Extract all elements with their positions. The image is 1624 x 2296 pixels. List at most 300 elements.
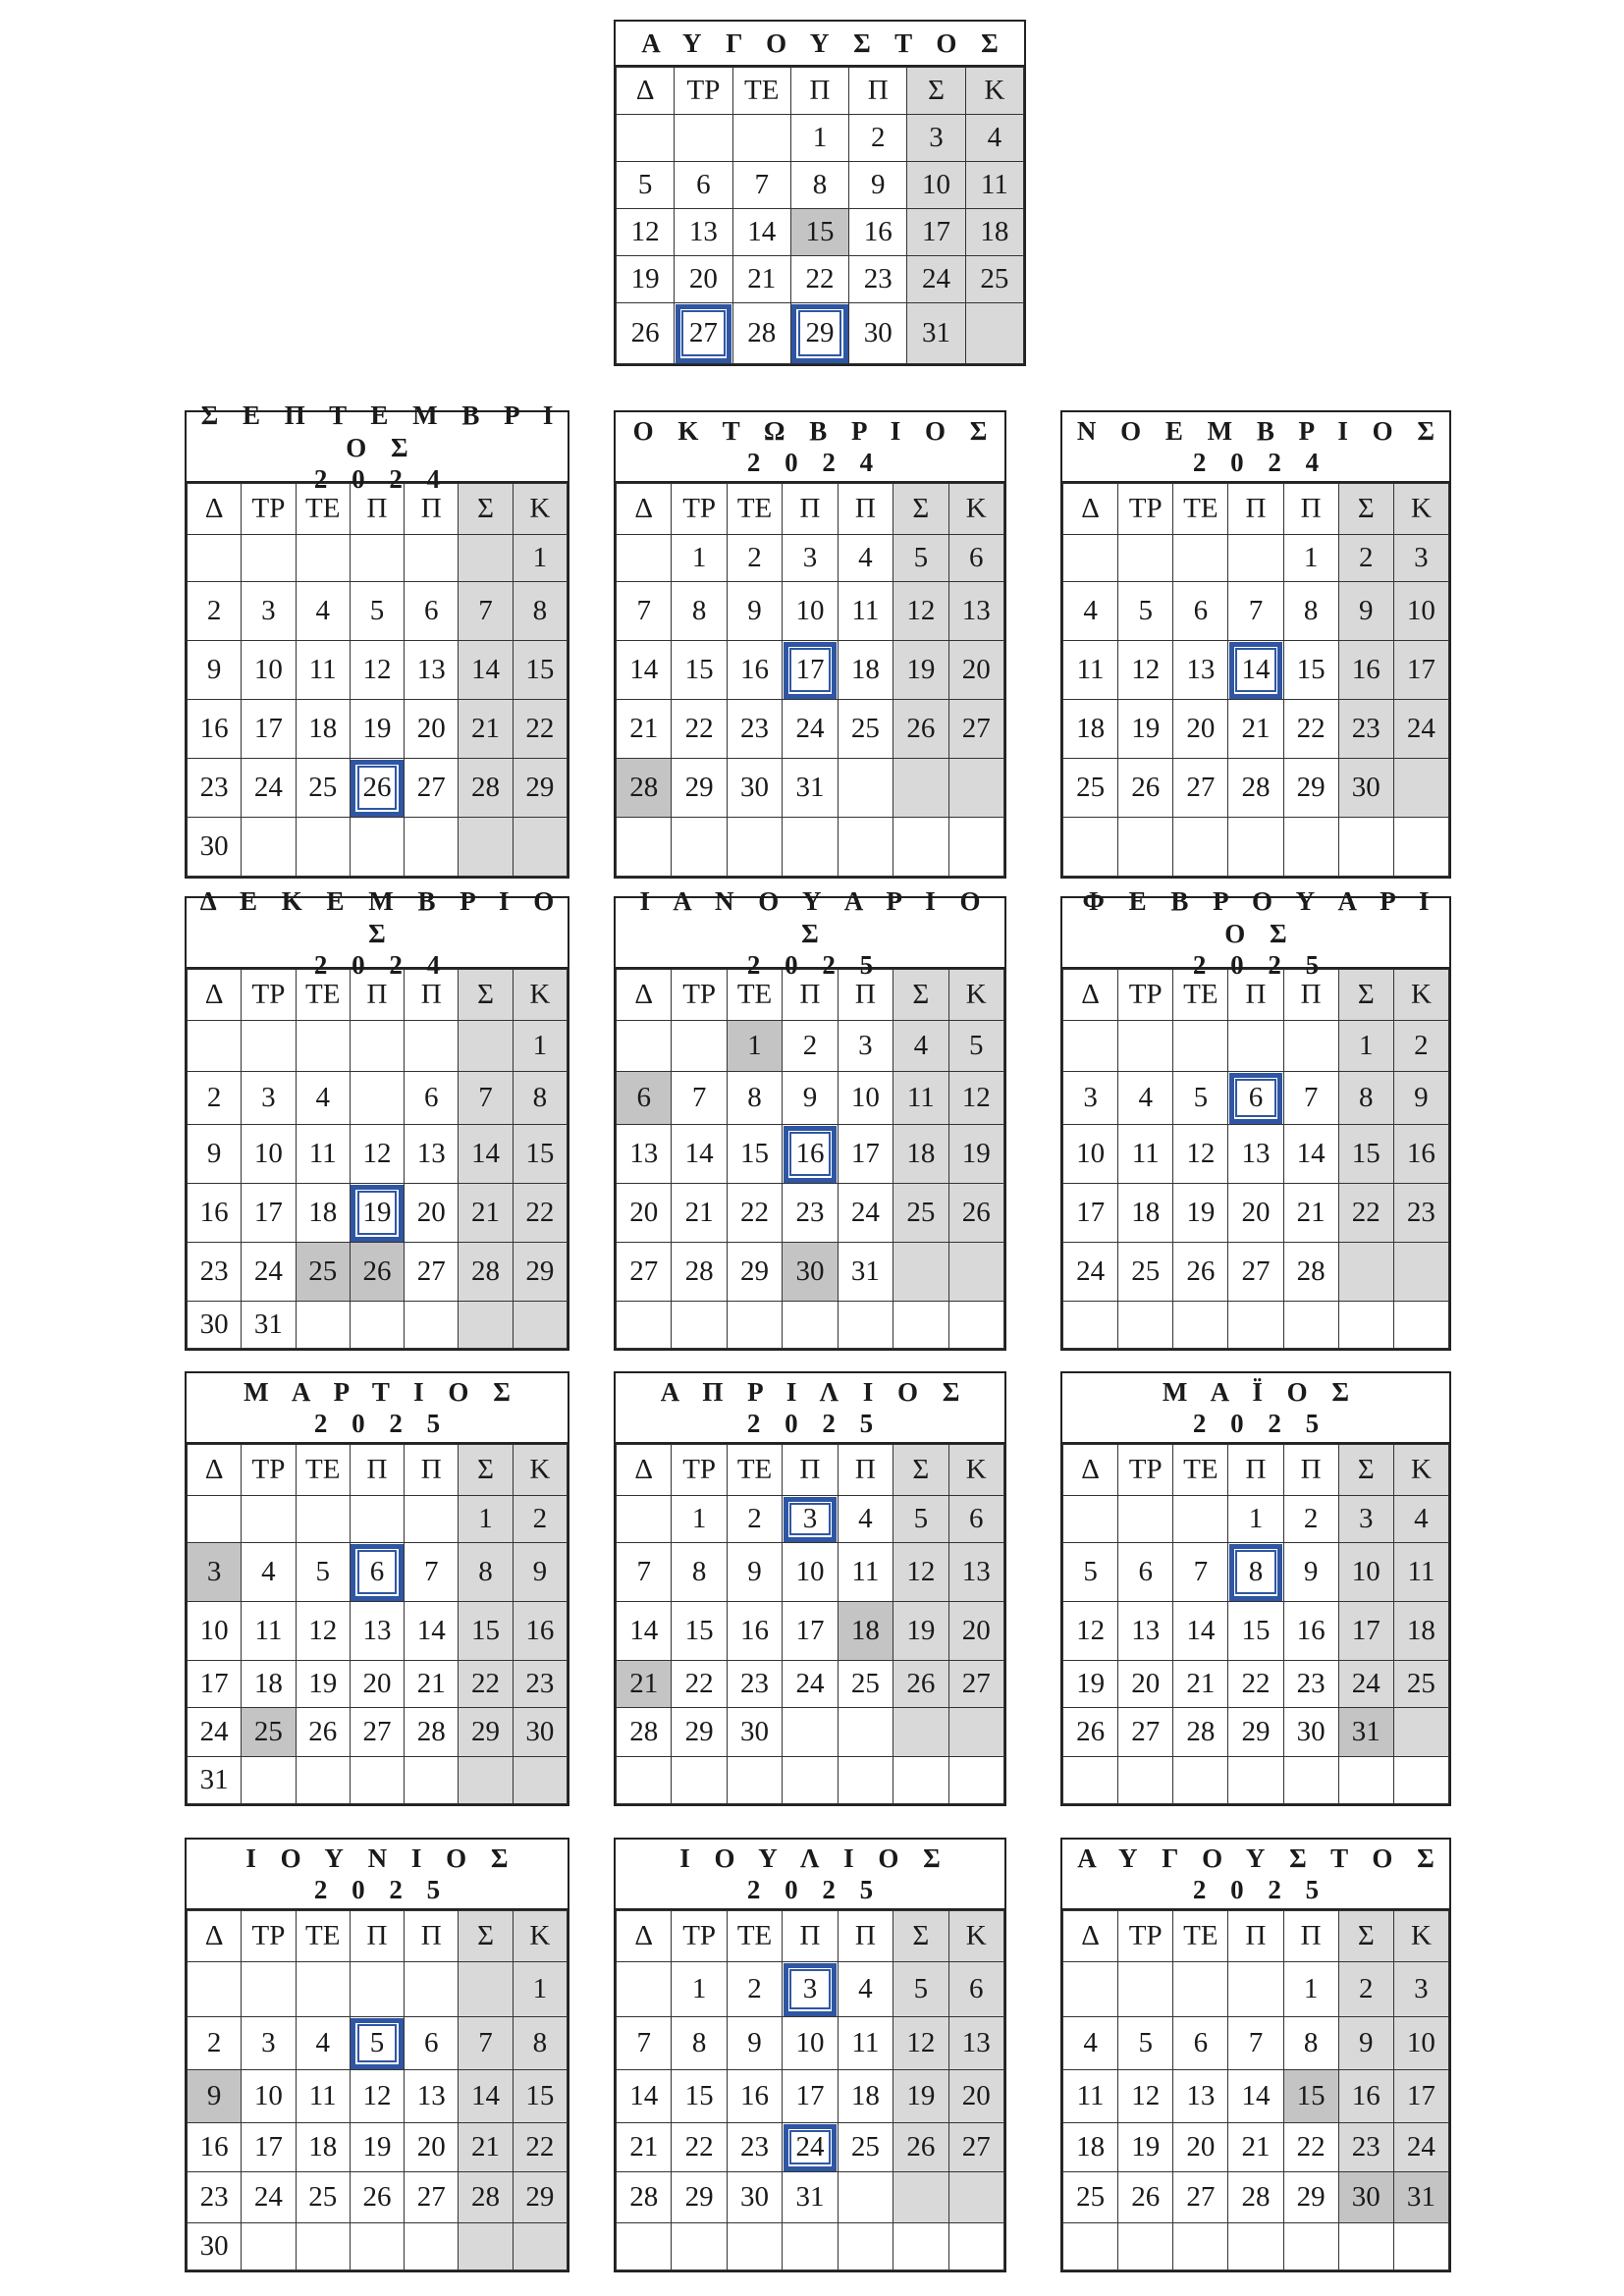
marked-day-cell: 5 [350, 2017, 404, 2070]
weekday-label: Σ [893, 1911, 948, 1962]
week-row [1063, 1661, 1449, 1708]
month-name: Ι Ο Υ Λ Ι Ο Σ [679, 1843, 949, 1873]
empty-cell [1228, 1962, 1283, 2017]
day-cell: 15 [1338, 1125, 1393, 1184]
weekday-label: Π [783, 970, 838, 1021]
day-cell: 15 [672, 2070, 727, 2123]
week-row [1063, 1543, 1449, 1602]
day-cell: 20 [405, 700, 459, 759]
day-cell: 23 [849, 256, 907, 303]
day-cell: 12 [893, 582, 948, 641]
day-cell: 16 [1338, 2070, 1393, 2123]
weekday-label: Δ [617, 484, 672, 535]
weekday-label: ΤΕ [732, 68, 790, 115]
weekday-label: Δ [617, 1911, 672, 1962]
day-cell: 4 [838, 535, 893, 582]
day-cell: 20 [675, 256, 732, 303]
day-cell: 28 [459, 2172, 513, 2223]
week-row [1063, 1072, 1449, 1125]
day-cell: 30 [188, 2223, 242, 2270]
day-cell: 9 [1338, 582, 1393, 641]
day-cell: 20 [405, 1184, 459, 1243]
day-cell: 22 [727, 1184, 782, 1243]
year-label: 2 0 2 5 [313, 1875, 450, 1904]
empty-cell [948, 1757, 1003, 1804]
day-cell: 19 [1118, 700, 1173, 759]
day-cell: 5 [1118, 582, 1173, 641]
day-cell: 7 [617, 1543, 672, 1602]
empty-cell [242, 818, 296, 877]
empty-cell [1118, 1757, 1173, 1804]
day-cell: 8 [672, 582, 727, 641]
day-cell: 7 [405, 1543, 459, 1602]
empty-cell [617, 818, 672, 877]
day-cell: 16 [727, 1602, 782, 1661]
week-row [1063, 1496, 1449, 1543]
day-cell: 13 [350, 1602, 404, 1661]
day-cell: 31 [1338, 1708, 1393, 1757]
week-row [617, 1302, 1004, 1349]
day-cell: 28 [617, 2172, 672, 2223]
day-cell: 3 [242, 1072, 296, 1125]
day-cell: 20 [617, 1184, 672, 1243]
day-cell: 15 [727, 1125, 782, 1184]
week-row [617, 1072, 1004, 1125]
empty-cell [1228, 1021, 1283, 1072]
empty-cell [296, 818, 350, 877]
empty-cell [242, 1496, 296, 1543]
week-row [617, 2172, 1004, 2223]
day-cell: 10 [783, 2017, 838, 2070]
day-cell: 5 [948, 1021, 1003, 1072]
day-cell: 2 [188, 2017, 242, 2070]
day-cell: 13 [948, 1543, 1003, 1602]
week-row [188, 818, 568, 877]
day-cell: 18 [1118, 1184, 1173, 1243]
day-cell: 21 [732, 256, 790, 303]
day-cell: 29 [672, 759, 727, 818]
day-cell: 8 [1338, 1072, 1393, 1125]
day-cell: 20 [350, 1661, 404, 1708]
weekday-label: Σ [459, 1445, 513, 1496]
day-cell: 15 [513, 2070, 567, 2123]
weekday-label: ΤΕ [296, 1445, 350, 1496]
day-cell: 1 [672, 1496, 727, 1543]
day-cell: 12 [350, 1125, 404, 1184]
week-row [1063, 1125, 1449, 1184]
day-cell: 17 [188, 1661, 242, 1708]
empty-cell [350, 1021, 404, 1072]
month-name: Δ Ε Κ Ε Μ Β Ρ Ι Ο Σ [199, 885, 564, 948]
empty-cell [838, 2223, 893, 2270]
day-cell: 25 [1063, 2172, 1118, 2223]
day-cell: 17 [783, 1602, 838, 1661]
day-cell: 23 [783, 1184, 838, 1243]
day-cell: 11 [296, 1125, 350, 1184]
week-row [188, 1496, 568, 1543]
empty-cell [405, 1496, 459, 1543]
day-cell: 12 [1063, 1602, 1118, 1661]
week-row [617, 1496, 1004, 1543]
day-cell: 25 [838, 700, 893, 759]
empty-cell [727, 2223, 782, 2270]
marked-day-cell: 27 [675, 303, 732, 364]
weekday-label: ΤΡ [242, 1911, 296, 1962]
day-cell: 17 [242, 700, 296, 759]
day-cell: 3 [242, 2017, 296, 2070]
day-cell: 14 [1283, 1125, 1338, 1184]
weekday-label: Δ [188, 484, 242, 535]
day-cell: 16 [1283, 1602, 1338, 1661]
day-cell: 4 [965, 115, 1023, 162]
day-cell: 11 [1063, 641, 1118, 700]
day-cell: 13 [405, 2070, 459, 2123]
weekday-label: Κ [965, 68, 1023, 115]
empty-cell [893, 1302, 948, 1349]
empty-cell [617, 2223, 672, 2270]
day-cell: 12 [948, 1072, 1003, 1125]
empty-cell [893, 1243, 948, 1302]
day-cell: 7 [617, 2017, 672, 2070]
empty-cell [405, 1302, 459, 1349]
empty-cell [1393, 1243, 1448, 1302]
empty-cell [1283, 1302, 1338, 1349]
empty-cell [242, 2223, 296, 2270]
week-row [617, 582, 1004, 641]
month-header [616, 1840, 1004, 1910]
week-row [1063, 1243, 1449, 1302]
day-cell: 16 [727, 2070, 782, 2123]
day-cell: 9 [1393, 1072, 1448, 1125]
day-cell: 11 [965, 162, 1023, 209]
week-row [617, 2123, 1004, 2172]
week-row [188, 1302, 568, 1349]
empty-cell [188, 1962, 242, 2017]
month-name: Φ Ε Β Ρ Ο Υ Α Ρ Ι Ο Σ [1082, 885, 1438, 948]
day-cell: 18 [838, 641, 893, 700]
day-cell: 18 [296, 700, 350, 759]
week-row [617, 818, 1004, 877]
weekday-label: Σ [1338, 1445, 1393, 1496]
day-cell: 25 [296, 2172, 350, 2223]
weekday-label: Κ [513, 484, 567, 535]
day-cell: 27 [350, 1708, 404, 1757]
empty-cell [1063, 1757, 1118, 1804]
day-cell: 13 [1118, 1602, 1173, 1661]
day-cell: 21 [617, 1661, 672, 1708]
day-cell: 16 [188, 2123, 242, 2172]
weekday-label: ΤΡ [672, 1911, 727, 1962]
marked-day-cell: 14 [1228, 641, 1283, 700]
day-cell: 25 [838, 1661, 893, 1708]
day-cell: 26 [893, 2123, 948, 2172]
week-row [188, 2017, 568, 2070]
day-cell: 24 [1393, 2123, 1448, 2172]
day-cell: 10 [1393, 582, 1448, 641]
month-header [1062, 1373, 1449, 1444]
day-cell: 11 [1118, 1125, 1173, 1184]
year-label: 2 0 2 5 [313, 1409, 450, 1438]
empty-cell [893, 2223, 948, 2270]
day-cell: 31 [783, 2172, 838, 2223]
weekday-label: ΤΕ [296, 1911, 350, 1962]
day-cell: 17 [1338, 1602, 1393, 1661]
empty-cell [1063, 535, 1118, 582]
day-cell: 25 [838, 2123, 893, 2172]
empty-cell [1063, 1021, 1118, 1072]
day-cell: 21 [459, 2123, 513, 2172]
empty-cell [350, 1757, 404, 1804]
day-cell: 2 [188, 582, 242, 641]
empty-cell [675, 115, 732, 162]
day-cell: 22 [672, 2123, 727, 2172]
day-cell: 18 [1063, 700, 1118, 759]
month-header [1062, 885, 1449, 980]
month-header [1062, 1840, 1449, 1910]
day-cell: 23 [1283, 1661, 1338, 1708]
day-cell: 24 [783, 1661, 838, 1708]
day-cell: 24 [242, 759, 296, 818]
week-row [188, 1125, 568, 1184]
week-row [188, 1661, 568, 1708]
day-cell: 21 [1173, 1661, 1228, 1708]
week-row [1063, 1708, 1449, 1757]
empty-cell [1228, 818, 1283, 877]
day-cell: 9 [1338, 2017, 1393, 2070]
day-cell: 23 [727, 700, 782, 759]
week-row [188, 1962, 568, 2017]
day-cell: 24 [1393, 700, 1448, 759]
day-cell: 5 [350, 582, 404, 641]
day-cell: 1 [513, 1962, 567, 2017]
weekday-label: Σ [459, 970, 513, 1021]
empty-cell [513, 2223, 567, 2270]
week-row [1063, 2070, 1449, 2123]
empty-cell [893, 759, 948, 818]
day-cell: 31 [783, 759, 838, 818]
day-cell: 27 [617, 1243, 672, 1302]
marked-day-cell: 6 [1228, 1072, 1283, 1125]
weekday-label: Π [1283, 1445, 1338, 1496]
weekday-label: ΤΡ [672, 1445, 727, 1496]
day-cell: 5 [1173, 1072, 1228, 1125]
empty-cell [1338, 818, 1393, 877]
empty-cell [1338, 1243, 1393, 1302]
day-cell: 9 [188, 641, 242, 700]
day-cell: 19 [948, 1125, 1003, 1184]
day-cell: 30 [727, 759, 782, 818]
day-cell: 10 [1393, 2017, 1448, 2070]
month-name: Α Υ Γ Ο Υ Σ Τ Ο Σ [641, 27, 1007, 58]
day-cell: 31 [1393, 2172, 1448, 2223]
week-row [188, 1072, 568, 1125]
day-cell: 11 [296, 641, 350, 700]
day-cell: 18 [965, 209, 1023, 256]
year-label: 2 0 2 4 [746, 448, 883, 477]
day-cell: 25 [1063, 759, 1118, 818]
calendar-aug2025 [1060, 1838, 1451, 2272]
weekday-label: ΤΡ [242, 484, 296, 535]
weekday-label: Σ [459, 1911, 513, 1962]
calendar-jul2025 [614, 1838, 1006, 2272]
day-cell: 14 [459, 1125, 513, 1184]
day-cell: 19 [296, 1661, 350, 1708]
empty-cell [1118, 535, 1173, 582]
week-row [1063, 2223, 1449, 2270]
empty-cell [242, 1962, 296, 2017]
weekday-label: Π [838, 970, 893, 1021]
weekday-header-row [617, 68, 1024, 115]
day-cell: 22 [1228, 1661, 1283, 1708]
day-cell: 2 [1393, 1021, 1448, 1072]
weekday-label: Π [790, 68, 848, 115]
empty-cell [242, 1757, 296, 1804]
week-row [617, 1184, 1004, 1243]
calendar-nov2024 [1060, 410, 1451, 879]
day-cell: 19 [1118, 2123, 1173, 2172]
day-cell: 2 [188, 1072, 242, 1125]
year-label: 2 0 2 5 [746, 949, 883, 980]
weekday-label: Σ [1338, 1911, 1393, 1962]
weekday-header-row [188, 1911, 568, 1962]
day-cell: 13 [405, 1125, 459, 1184]
empty-cell [1173, 1757, 1228, 1804]
day-cell: 1 [1228, 1496, 1283, 1543]
day-cell: 5 [1118, 2017, 1173, 2070]
day-cell: 12 [617, 209, 675, 256]
empty-cell [1228, 1757, 1283, 1804]
day-cell: 30 [188, 818, 242, 877]
day-cell: 4 [893, 1021, 948, 1072]
day-cell: 15 [1283, 2070, 1338, 2123]
weekday-label: Κ [513, 970, 567, 1021]
empty-cell [459, 1021, 513, 1072]
day-cell: 11 [296, 2070, 350, 2123]
day-cell: 30 [783, 1243, 838, 1302]
day-cell: 12 [1118, 641, 1173, 700]
weekday-label: Κ [1393, 1445, 1448, 1496]
day-cell: 14 [405, 1602, 459, 1661]
day-cell: 8 [1283, 2017, 1338, 2070]
empty-cell [783, 2223, 838, 2270]
day-cell: 5 [893, 1496, 948, 1543]
empty-cell [405, 2223, 459, 2270]
empty-cell [1118, 818, 1173, 877]
day-cell: 11 [838, 582, 893, 641]
empty-cell [732, 115, 790, 162]
day-cell: 21 [1283, 1184, 1338, 1243]
empty-cell [617, 535, 672, 582]
week-row [617, 209, 1024, 256]
day-cell: 16 [849, 209, 907, 256]
empty-cell [405, 1021, 459, 1072]
weekday-label: ΤΡ [675, 68, 732, 115]
empty-cell [1338, 1302, 1393, 1349]
day-cell: 26 [1118, 2172, 1173, 2223]
day-cell: 18 [1393, 1602, 1448, 1661]
empty-cell [838, 2172, 893, 2223]
weekday-label: Δ [617, 970, 672, 1021]
day-cell: 2 [1283, 1496, 1338, 1543]
day-cell: 18 [838, 2070, 893, 2123]
weekday-label: Π [1283, 1911, 1338, 1962]
empty-cell [1393, 1757, 1448, 1804]
empty-cell [893, 2172, 948, 2223]
day-cell: 4 [242, 1543, 296, 1602]
day-cell: 18 [296, 1184, 350, 1243]
day-cell: 1 [459, 1496, 513, 1543]
month-name: Σ Ε Π Τ Ε Μ Β Ρ Ι Ο Σ [200, 400, 563, 462]
day-cell: 14 [1173, 1602, 1228, 1661]
day-cell: 10 [907, 162, 965, 209]
day-cell: 3 [838, 1021, 893, 1072]
weekday-label: Σ [1338, 970, 1393, 1021]
day-cell: 1 [513, 1021, 567, 1072]
day-cell: 8 [672, 2017, 727, 2070]
day-cell: 11 [242, 1602, 296, 1661]
empty-cell [948, 1302, 1003, 1349]
day-cell: 5 [296, 1543, 350, 1602]
week-row [188, 2223, 568, 2270]
month-grid [187, 1910, 568, 2270]
day-cell: 29 [1228, 1708, 1283, 1757]
day-cell: 6 [1173, 582, 1228, 641]
day-cell: 16 [1338, 641, 1393, 700]
calendar-mar2025 [185, 1371, 569, 1806]
empty-cell [459, 818, 513, 877]
day-cell: 29 [513, 1243, 567, 1302]
day-cell: 21 [459, 1184, 513, 1243]
day-cell: 28 [405, 1708, 459, 1757]
day-cell: 5 [893, 535, 948, 582]
calendar-aug2024 [614, 20, 1026, 366]
day-cell: 19 [617, 256, 675, 303]
calendar-jan2025 [614, 885, 1006, 1351]
day-cell: 6 [405, 2017, 459, 2070]
week-row [1063, 1602, 1449, 1661]
month-grid [616, 969, 1004, 1349]
day-cell: 2 [783, 1021, 838, 1072]
weekday-label: ΤΕ [727, 484, 782, 535]
empty-cell [965, 303, 1023, 364]
weekday-label: Κ [948, 1445, 1003, 1496]
day-cell: 10 [783, 1543, 838, 1602]
weekday-label: Π [1228, 484, 1283, 535]
week-row [1063, 1302, 1449, 1349]
day-cell: 20 [1228, 1184, 1283, 1243]
day-cell: 7 [1228, 582, 1283, 641]
marked-day-cell: 3 [783, 1962, 838, 2017]
day-cell: 23 [1393, 1184, 1448, 1243]
weekday-label: Π [1283, 970, 1338, 1021]
empty-cell [1173, 1496, 1228, 1543]
empty-cell [296, 1496, 350, 1543]
day-cell: 9 [1283, 1543, 1338, 1602]
day-cell: 8 [790, 162, 848, 209]
day-cell: 7 [1173, 1543, 1228, 1602]
day-cell: 2 [727, 1496, 782, 1543]
empty-cell [1173, 535, 1228, 582]
weekday-label: Δ [188, 1445, 242, 1496]
empty-cell [672, 1757, 727, 1804]
day-cell: 9 [727, 1543, 782, 1602]
weekday-label: Κ [948, 1911, 1003, 1962]
empty-cell [893, 1708, 948, 1757]
day-cell: 28 [1283, 1243, 1338, 1302]
day-cell: 14 [617, 1602, 672, 1661]
weekday-label: Κ [513, 1445, 567, 1496]
day-cell: 23 [188, 759, 242, 818]
